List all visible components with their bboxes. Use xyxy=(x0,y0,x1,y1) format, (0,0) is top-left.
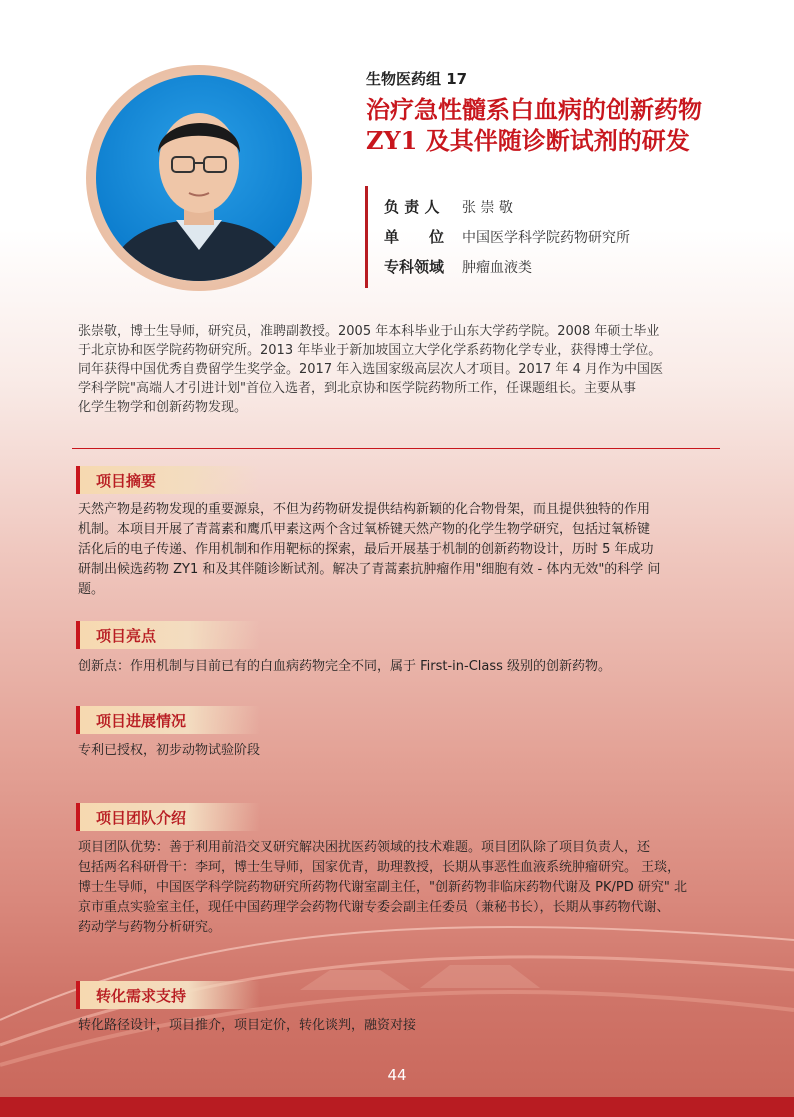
divider xyxy=(72,448,720,449)
project-title xyxy=(366,94,766,156)
leader-value: 张 崇 敬 xyxy=(462,200,513,216)
bio-line: 张崇敬，博士生导师，研究员，准聘副教授。2005 年本科毕业于山东大学药学院。2008 年硕士毕业 xyxy=(78,324,660,339)
info-box xyxy=(365,186,748,288)
section-body-progress xyxy=(78,741,723,761)
body-line: 专利已授权，初步动物试验阶段 xyxy=(78,743,261,758)
section-heading-label: 项目亮点 xyxy=(96,627,157,645)
info-row-unit xyxy=(384,226,630,247)
bio-line: 学科学院"高端人才引进计划"首位入选者，到北京协和医学院药物所工作，任课题组长。主要从事 xyxy=(78,381,636,396)
leader-label: 负 责 人 xyxy=(384,198,440,216)
body-line: 活化后的电子传递、作用机制和作用靶标的探索，最后开展基于机制的创新药物设计，历时 5 年成功 xyxy=(78,542,654,557)
section-heading-label: 项目进展情况 xyxy=(96,712,187,730)
group-tag: 生物医药组 17 xyxy=(366,70,468,88)
field-label: 专科领域 xyxy=(384,258,445,276)
field-value: 肿瘤血液类 xyxy=(462,260,532,276)
person-avatar-icon xyxy=(96,75,302,281)
info-row-leader xyxy=(384,196,513,217)
section-body-team xyxy=(78,838,723,938)
bio-paragraph xyxy=(78,322,718,417)
info-row-field xyxy=(384,256,532,277)
body-line: 京市重点实验室主任，现任中国药理学会药物代谢专委会副主任委员（兼秘书长），长期从事药物代谢、 xyxy=(78,900,670,915)
unit-value: 中国医学科学院药物研究所 xyxy=(462,230,630,246)
bio-line: 于北京协和医学院药物研究所。2013 年毕业于新加坡国立大学化学系药物化学专业，获得博士学位。 xyxy=(78,343,662,358)
section-body-highlights xyxy=(78,657,723,677)
unit-label: 单 位 xyxy=(384,228,445,246)
bottom-band xyxy=(0,1097,794,1117)
body-line: 研制出候选药物 ZY1 和及其伴随诊断试剂。解决了青蒿素抗肿瘤作用"细胞有效 - 体内无效"的科学 问 xyxy=(78,562,661,577)
portrait-photo xyxy=(86,65,312,291)
body-line: 题。 xyxy=(78,582,105,597)
body-line: 包括两名科研骨干：李珂，博士生导师，国家优青，助理教授，长期从事恶性血液系统肿瘤研究。 王琰， xyxy=(78,860,681,875)
body-line: 创新点：作用机制与目前已有的白血病药物完全不同，属于 First-in-Class 级别的创新药物。 xyxy=(78,659,612,674)
section-heading-highlights xyxy=(76,621,260,649)
section-body-transfer xyxy=(78,1016,723,1036)
title-line: 治疗急性髓系白血病的创新药物 xyxy=(366,95,702,124)
body-line: 转化路径设计，项目推介，项目定价，转化谈判，融资对接 xyxy=(78,1018,417,1033)
section-heading-team xyxy=(76,803,260,831)
body-line: 天然产物是药物发现的重要源泉，不但为药物研发提供结构新颖的化合物骨架，而且提供独特的作用 xyxy=(78,502,651,517)
section-heading-transfer xyxy=(76,981,260,1009)
body-line: 机制。本项目开展了青蒿素和鹰爪甲素这两个含过氧桥键天然产物的化学生物学研究，包括过氧桥键 xyxy=(78,522,651,537)
section-heading-label: 项目团队介绍 xyxy=(96,809,187,827)
section-heading-label: 项目摘要 xyxy=(96,472,157,490)
section-body-abstract xyxy=(78,500,723,600)
body-line: 项目团队优势：善于利用前沿交叉研究解决困扰医药领域的技术难题。项目团队除了项目负责人，还 xyxy=(78,840,651,855)
section-heading-abstract xyxy=(76,466,260,494)
bio-line: 同年获得中国优秀自费留学生奖学金。2017 年入选国家级高层次人才项目。2017 年 4 月作为中国医 xyxy=(78,362,663,377)
body-line: 博士生导师，中国医学科学院药物研究所药物代谢室副主任，"创新药物非临床药物代谢及 PK/PD 研究" 北 xyxy=(78,880,687,895)
bio-line: 化学生物学和创新药物发现。 xyxy=(78,400,248,415)
title-line: ZY1 及其伴随诊断试剂的研发 xyxy=(366,126,690,155)
body-line: 药动学与药物分析研究。 xyxy=(78,920,222,935)
section-heading-progress xyxy=(76,706,260,734)
page-number: 44 xyxy=(387,1066,407,1084)
section-heading-label: 转化需求支持 xyxy=(96,987,187,1005)
